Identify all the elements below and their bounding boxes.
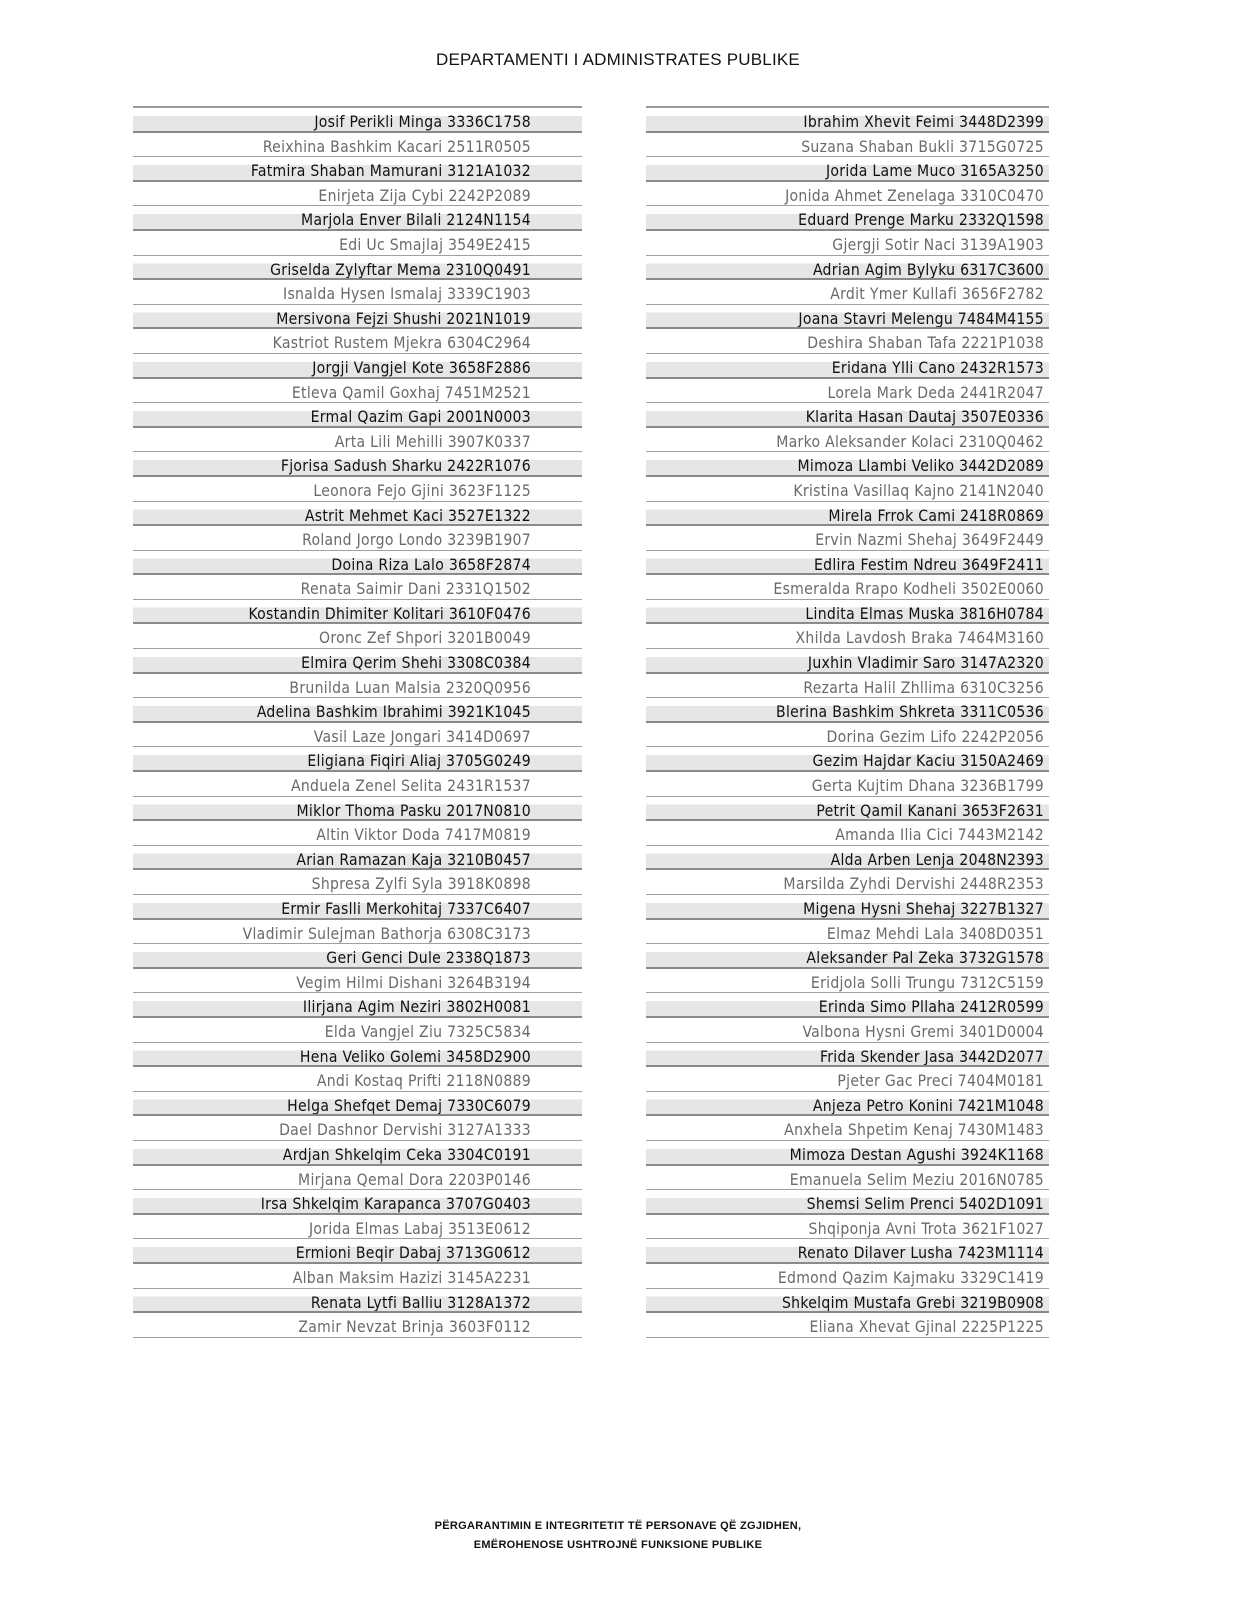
list-item: Gerta Kujtim Dhana 3236B1799 — [646, 772, 1049, 797]
list-item: Elmira Qerim Shehi 3308C0384 — [133, 649, 582, 674]
list-item: Marsilda Zyhdi Dervishi 2448R2353 — [646, 870, 1049, 895]
list-item: Shqiponja Avni Trota 3621F1027 — [646, 1215, 1049, 1240]
list-item: Edi Uc Smajlaj 3549E2415 — [133, 231, 582, 256]
list-item: Ilirjana Agim Neziri 3802H0081 — [133, 993, 582, 1018]
list-item: Joana Stavri Melengu 7484M4155 — [646, 305, 1049, 330]
list-item: Astrit Mehmet Kaci 3527E1322 — [133, 502, 582, 527]
list-item: Jorida Elmas Labaj 3513E0612 — [133, 1215, 582, 1240]
list-item: Lorela Mark Deda 2441R2047 — [646, 379, 1049, 404]
list-item: Irsa Shkelqim Karapanca 3707G0403 — [133, 1190, 582, 1215]
list-item: Mirjana Qemal Dora 2203P0146 — [133, 1166, 582, 1191]
list-item: Aleksander Pal Zeka 3732G1578 — [646, 944, 1049, 969]
list-item: Gjergji Sotir Naci 3139A1903 — [646, 231, 1049, 256]
list-item: Kastriot Rustem Mjekra 6304C2964 — [133, 329, 582, 354]
list-item: Leonora Fejo Gjini 3623F1125 — [133, 477, 582, 502]
list-item: Kostandin Dhimiter Kolitari 3610F0476 — [133, 600, 582, 625]
list-item: Petrit Qamil Kanani 3653F2631 — [646, 797, 1049, 822]
list-item: Dorina Gezim Lifo 2242P2056 — [646, 723, 1049, 748]
list-item: Anxhela Shpetim Kenaj 7430M1483 — [646, 1116, 1049, 1141]
list-item: Mimoza Llambi Veliko 3442D2089 — [646, 452, 1049, 477]
list-item: Esmeralda Rrapo Kodheli 3502E0060 — [646, 575, 1049, 600]
list-item: Vegim Hilmi Dishani 3264B3194 — [133, 969, 582, 994]
page-footer — [0, 1517, 1236, 1555]
list-item: Zamir Nevzat Brinja 3603F0112 — [133, 1313, 582, 1338]
list-item: Deshira Shaban Tafa 2221P1038 — [646, 329, 1049, 354]
list-item: Ermal Qazim Gapi 2001N0003 — [133, 403, 582, 428]
list-item: Helga Shefqet Demaj 7330C6079 — [133, 1092, 582, 1117]
list-item: Shkelqim Mustafa Grebi 3219B0908 — [646, 1289, 1049, 1314]
list-item: Marjola Enver Bilali 2124N1154 — [133, 206, 582, 231]
list-item: Brunilda Luan Malsia 2320Q0956 — [133, 674, 582, 699]
list-item: Alban Maksim Hazizi 3145A2231 — [133, 1264, 582, 1289]
list-item: Edmond Qazim Kajmaku 3329C1419 — [646, 1264, 1049, 1289]
list-item: Adrian Agim Bylyku 6317C3600 — [646, 256, 1049, 281]
footer-line-1: PËRGARANTIMIN E INTEGRITETIT TË PERSONAVE QË ZGJIDHEN, — [434, 1520, 802, 1532]
list-item: Ermioni Beqir Dabaj 3713G0612 — [133, 1239, 582, 1264]
list-item: Oronc Zef Shpori 3201B0049 — [133, 624, 582, 649]
list-item: Etleva Qamil Goxhaj 7451M2521 — [133, 379, 582, 404]
list-item: Miklor Thoma Pasku 2017N0810 — [133, 797, 582, 822]
list-item: Erinda Simo Pllaha 2412R0599 — [646, 993, 1049, 1018]
list-item: Lindita Elmas Muska 3816H0784 — [646, 600, 1049, 625]
list-item: Ibrahim Xhevit Feimi 3448D2399 — [646, 108, 1049, 133]
list-item: Ervin Nazmi Shehaj 3649F2449 — [646, 526, 1049, 551]
list-item: Anjeza Petro Konini 7421M1048 — [646, 1092, 1049, 1117]
list-item: Blerina Bashkim Shkreta 3311C0536 — [646, 698, 1049, 723]
list-item: Mimoza Destan Agushi 3924K1168 — [646, 1141, 1049, 1166]
list-item: Suzana Shaban Bukli 3715G0725 — [646, 133, 1049, 158]
page-title: DEPARTAMENTI I ADMINISTRATES PUBLIKE — [436, 50, 800, 69]
list-item: Shemsi Selim Prenci 5402D1091 — [646, 1190, 1049, 1215]
list-item: Dael Dashnor Dervishi 3127A1333 — [133, 1116, 582, 1141]
list-item: Eligiana Fiqiri Aliaj 3705G0249 — [133, 747, 582, 772]
list-item: Elmaz Mehdi Lala 3408D0351 — [646, 920, 1049, 945]
list-item: Vasil Laze Jongari 3414D0697 — [133, 723, 582, 748]
list-item: Griselda Zylyftar Mema 2310Q0491 — [133, 256, 582, 281]
list-item: Frida Skender Jasa 3442D2077 — [646, 1043, 1049, 1068]
list-item: Mirela Frrok Cami 2418R0869 — [646, 502, 1049, 527]
right-name-list — [646, 106, 1049, 1338]
list-item: Jorida Lame Muco 3165A3250 — [646, 157, 1049, 182]
list-item: Isnalda Hysen Ismalaj 3339C1903 — [133, 280, 582, 305]
list-item: Arta Lili Mehilli 3907K0337 — [133, 428, 582, 453]
list-item: Marko Aleksander Kolaci 2310Q0462 — [646, 428, 1049, 453]
list-item: Ardjan Shkelqim Ceka 3304C0191 — [133, 1141, 582, 1166]
list-item: Gezim Hajdar Kaciu 3150A2469 — [646, 747, 1049, 772]
list-item: Fatmira Shaban Mamurani 3121A1032 — [133, 157, 582, 182]
list-item: Reixhina Bashkim Kacari 2511R0505 — [133, 133, 582, 158]
list-item: Migena Hysni Shehaj 3227B1327 — [646, 895, 1049, 920]
list-item: Renato Dilaver Lusha 7423M1114 — [646, 1239, 1049, 1264]
list-item: Altin Viktor Doda 7417M0819 — [133, 821, 582, 846]
list-item: Jonida Ahmet Zenelaga 3310C0470 — [646, 182, 1049, 207]
footer-line-2: EMËROHENOSE USHTROJNË FUNKSIONE PUBLIKE — [473, 1539, 763, 1551]
list-item: Emanuela Selim Meziu 2016N0785 — [646, 1166, 1049, 1191]
list-item: Ermir Faslli Merkohitaj 7337C6407 — [133, 895, 582, 920]
list-item: Doina Riza Lalo 3658F2874 — [133, 551, 582, 576]
left-name-list — [133, 106, 582, 1338]
list-item: Valbona Hysni Gremi 3401D0004 — [646, 1018, 1049, 1043]
list-item: Mersivona Fejzi Shushi 2021N1019 — [133, 305, 582, 330]
list-item: Rezarta Halil Zhllima 6310C3256 — [646, 674, 1049, 699]
list-item: Josif Perikli Minga 3336C1758 — [133, 108, 582, 133]
list-item: Arian Ramazan Kaja 3210B0457 — [133, 846, 582, 871]
list-item: Xhilda Lavdosh Braka 7464M3160 — [646, 624, 1049, 649]
list-item: Roland Jorgo Londo 3239B1907 — [133, 526, 582, 551]
list-item: Geri Genci Dule 2338Q1873 — [133, 944, 582, 969]
list-item: Amanda Ilia Cici 7443M2142 — [646, 821, 1049, 846]
list-item: Elda Vangjel Ziu 7325C5834 — [133, 1018, 582, 1043]
list-item: Renata Lytfi Balliu 3128A1372 — [133, 1289, 582, 1314]
list-item: Kristina Vasillaq Kajno 2141N2040 — [646, 477, 1049, 502]
list-item: Alda Arben Lenja 2048N2393 — [646, 846, 1049, 871]
list-item: Vladimir Sulejman Bathorja 6308C3173 — [133, 920, 582, 945]
list-item: Hena Veliko Golemi 3458D2900 — [133, 1043, 582, 1068]
list-item: Anduela Zenel Selita 2431R1537 — [133, 772, 582, 797]
list-item: Jorgji Vangjel Kote 3658F2886 — [133, 354, 582, 379]
list-item: Klarita Hasan Dautaj 3507E0336 — [646, 403, 1049, 428]
list-item: Shpresa Zylfi Syla 3918K0898 — [133, 870, 582, 895]
list-item: Ardit Ymer Kullafi 3656F2782 — [646, 280, 1049, 305]
list-item: Eduard Prenge Marku 2332Q1598 — [646, 206, 1049, 231]
list-item: Edlira Festim Ndreu 3649F2411 — [646, 551, 1049, 576]
list-item: Adelina Bashkim Ibrahimi 3921K1045 — [133, 698, 582, 723]
list-item: Fjorisa Sadush Sharku 2422R1076 — [133, 452, 582, 477]
list-item: Enirjeta Zija Cybi 2242P2089 — [133, 182, 582, 207]
list-item: Eridjola Solli Trungu 7312C5159 — [646, 969, 1049, 994]
list-item: Eliana Xhevat Gjinal 2225P1225 — [646, 1313, 1049, 1338]
list-item: Renata Saimir Dani 2331Q1502 — [133, 575, 582, 600]
list-item: Eridana Ylli Cano 2432R1573 — [646, 354, 1049, 379]
list-item: Andi Kostaq Prifti 2118N0889 — [133, 1067, 582, 1092]
list-item: Pjeter Gac Preci 7404M0181 — [646, 1067, 1049, 1092]
list-item: Juxhin Vladimir Saro 3147A2320 — [646, 649, 1049, 674]
